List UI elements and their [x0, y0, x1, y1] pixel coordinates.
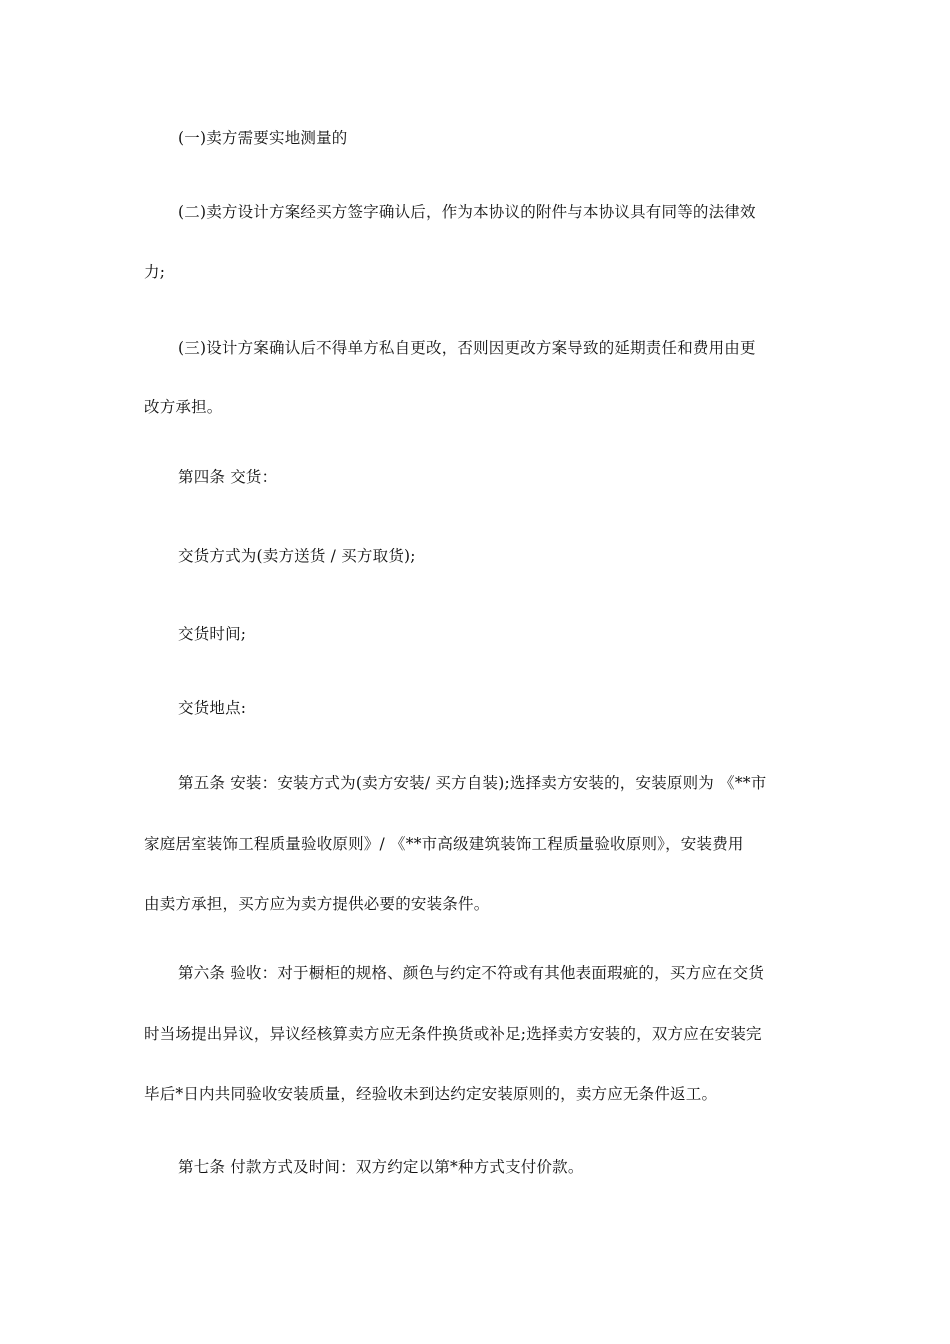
clause-5-line-1: 第五条 安装：安装方式为(卖方安装/ 买方自装);选择卖方安装的，安装原则为 《**市 [178, 774, 767, 792]
clause-5-line-2: 家庭居室装饰工程质量验收原则》/ 《**市高级建筑装饰工程质量验收原则》，安装费用 [144, 835, 744, 853]
clause-6-line-2: 时当场提出异议，异议经核算卖方应无条件换货或补足;选择卖方安装的，双方应在安装完 [144, 1025, 762, 1043]
clause-3-item-1: (一)卖方需要实地测量的 [178, 129, 348, 147]
delivery-location: 交货地点: [178, 699, 247, 717]
clause-6-line-1: 第六条 验收：对于橱柜的规格、颜色与约定不符或有其他表面瑕疵的，买方应在交货 [178, 964, 765, 982]
clause-4-heading: 第四条 交货： [178, 468, 278, 486]
clause-3-item-3-line-1: (三)设计方案确认后不得单方私自更改，否则因更改方案导致的延期责任和费用由更 [178, 339, 756, 357]
delivery-time: 交货时间; [178, 625, 247, 643]
clause-3-item-2-line-2: 力; [144, 263, 166, 281]
clause-7-heading: 第七条 付款方式及时间：双方约定以第*种方式支付价款。 [178, 1158, 584, 1176]
clause-6-line-3: 毕后*日内共同验收安装质量，经验收未到达约定安装原则的，卖方应无条件返工。 [144, 1085, 718, 1103]
delivery-method: 交货方式为(卖方送货 / 买方取货); [178, 547, 416, 565]
clause-5-line-3: 由卖方承担，买方应为卖方提供必要的安装条件。 [144, 895, 490, 913]
clause-3-item-2-line-1: (二)卖方设计方案经买方签字确认后，作为本协议的附件与本协议具有同等的法律效 [178, 203, 756, 221]
clause-3-item-3-line-2: 改方承担。 [144, 398, 223, 416]
